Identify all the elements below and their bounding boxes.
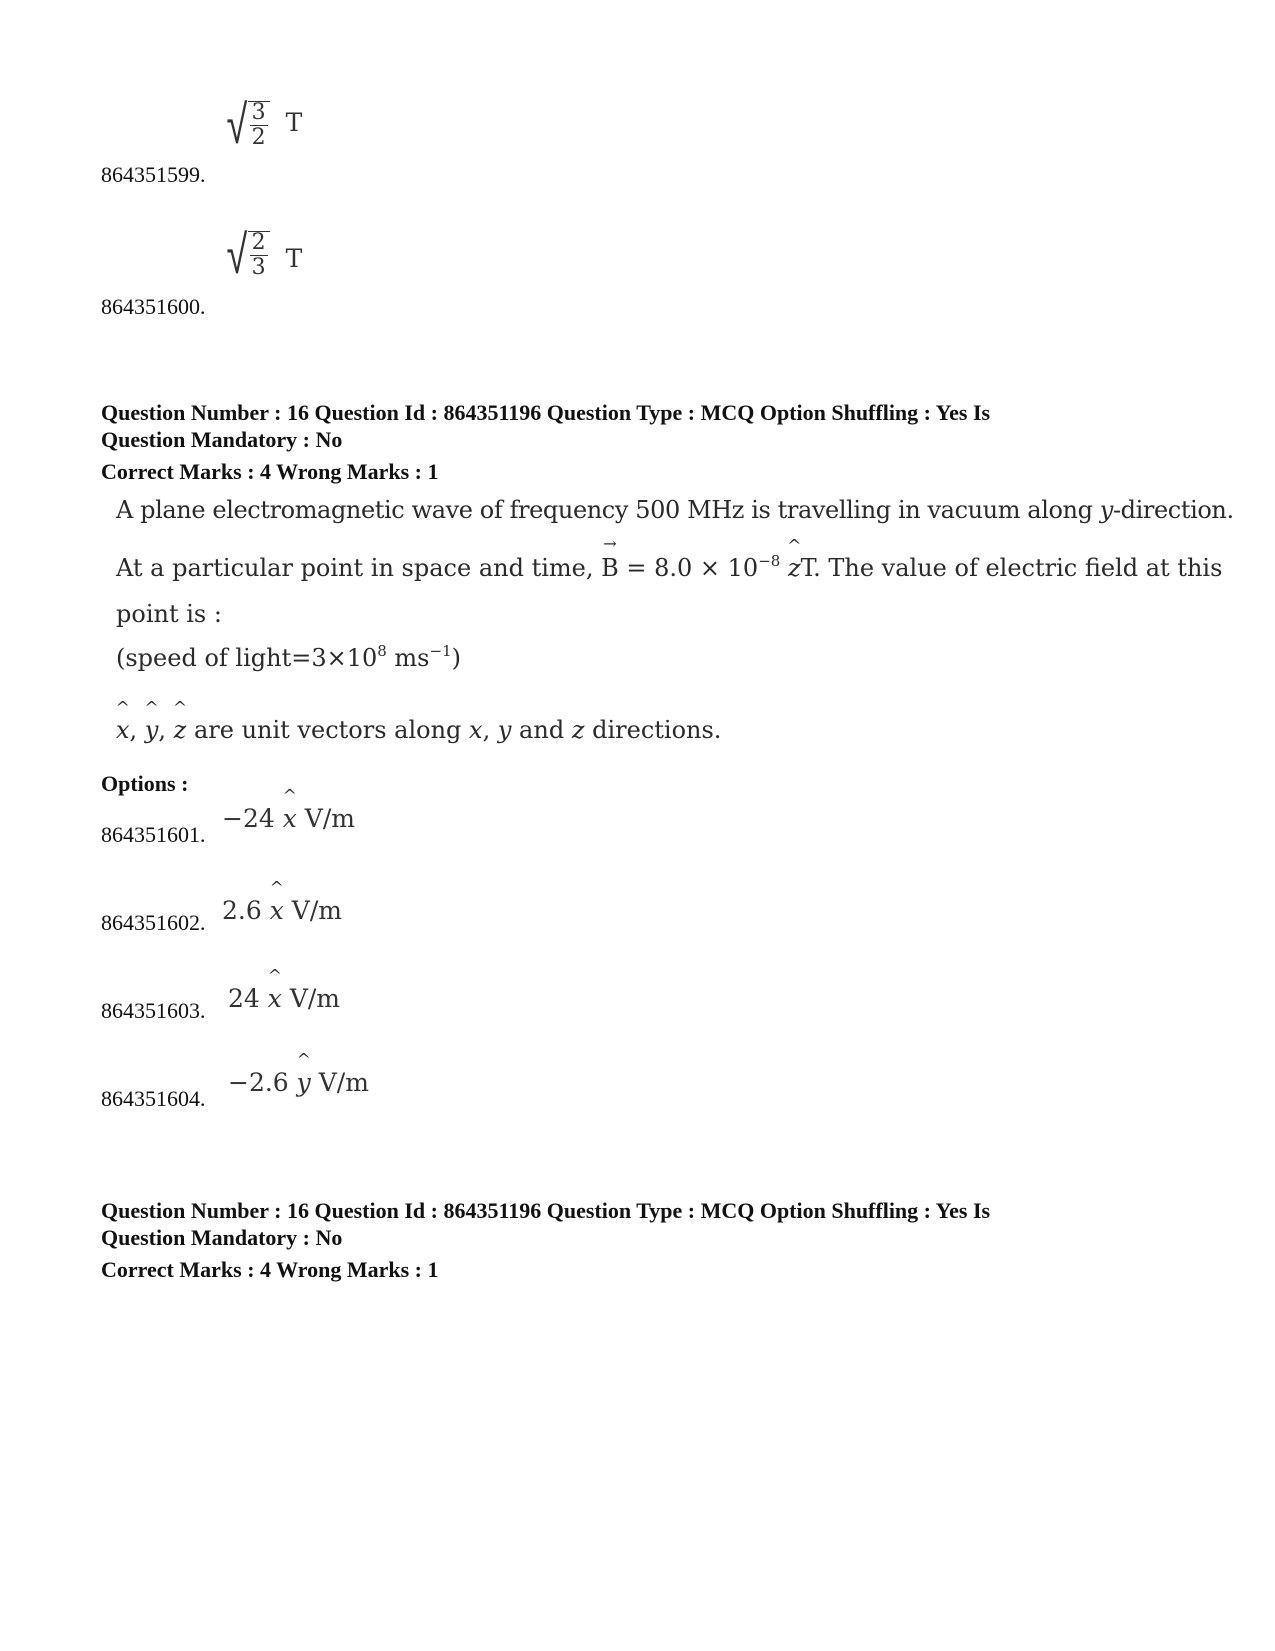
- option-id: 864351602.: [101, 910, 206, 935]
- speed-of-light-note: (speed of $light=3\times 10^8$ $ms^{-1}$): [116, 642, 461, 672]
- option-id: 864351604.: [101, 1086, 206, 1111]
- question-text-line1: A plane electromagnetic wave of frequency 500 MHz is travelling in vacuum along y-direction.: [116, 496, 1234, 524]
- options-label: Options :: [101, 771, 189, 796]
- option-sqrt-expression: [222, 93, 303, 156]
- unit: T: [285, 244, 303, 273]
- option-value: −24 ^ x V/m: [222, 804, 355, 833]
- option-id: 864351599.: [101, 162, 206, 187]
- y-unit-vector: ^ y: [297, 1068, 311, 1097]
- unit-vectors-note: ^ x, ^ y, ^ z are unit vectors along x, y and z directions.: [116, 716, 721, 744]
- numerator: 2: [251, 230, 266, 255]
- question-text-line2: At a particular point in space and time, → $B = 8.0 \times 10^{-8}$ ^ zT. The value of electric field at this: [116, 552, 1222, 582]
- question-mandatory: Question Mandatory : No: [101, 1225, 343, 1250]
- question-mandatory: Question Mandatory : No: [101, 427, 343, 452]
- question-header: Question Number : 16 Question Id : 864351196 Question Type : MCQ Option Shuffling : Yes Is: [101, 400, 991, 425]
- unit: T: [285, 108, 303, 137]
- denominator: 3: [251, 255, 266, 280]
- numerator: 3: [251, 100, 266, 125]
- fraction: [248, 101, 270, 149]
- x-unit-vector: ^ x: [268, 984, 282, 1013]
- option-id: 864351600.: [101, 294, 206, 319]
- option-value: 2.6 ^ x V/m: [222, 896, 342, 925]
- option-value: −2.6 ^ y V/m: [228, 1068, 369, 1097]
- x-unit-vector: ^ x: [270, 896, 284, 925]
- question-marks: Correct Marks : 4 Wrong Marks : 1: [101, 1257, 439, 1282]
- option-sqrt-expression: [222, 223, 303, 286]
- question-marks: Correct Marks : 4 Wrong Marks : 1: [101, 459, 439, 484]
- denominator: 2: [251, 125, 266, 150]
- b-vector: → B: [601, 554, 619, 582]
- option-id: 864351601.: [101, 822, 206, 847]
- option-id: 864351603.: [101, 998, 206, 1023]
- question-text-line3: point is :: [116, 600, 222, 628]
- fraction: [248, 231, 270, 279]
- radical-symbol: √: [226, 223, 248, 286]
- x-unit-vector: ^ x: [283, 804, 297, 833]
- z-unit-vector: ^ z: [788, 554, 801, 582]
- radical-symbol: √: [226, 93, 248, 156]
- question-header: Question Number : 16 Question Id : 864351196 Question Type : MCQ Option Shuffling : Yes Is: [101, 1198, 991, 1223]
- option-value: 24 ^ x V/m: [228, 984, 340, 1013]
